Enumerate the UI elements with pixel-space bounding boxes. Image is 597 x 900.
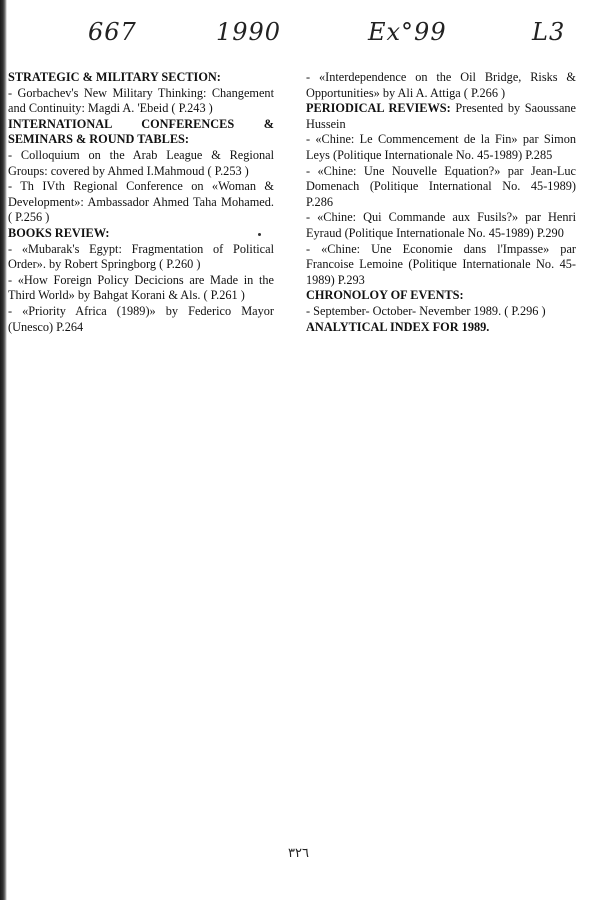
- left-column: [8, 70, 274, 335]
- entry-chronology-dates: - September- October- Nevember 1989. ( P.296 ): [306, 303, 546, 318]
- heading-books-review: BOOKS REVIEW:: [8, 225, 110, 240]
- handwritten-annotation-3: Ex°99: [368, 18, 447, 46]
- right-column: [306, 70, 576, 335]
- heading-analytical-index: ANALYTICAL INDEX FOR 1989.: [306, 319, 490, 334]
- handwritten-annotation-4: L3: [532, 18, 566, 46]
- handwritten-annotation-1: 667: [88, 18, 137, 46]
- entry-gorbachev: - Gorbachev's New Military Thinking: Changement and Continuity: Magdi A. 'Ebeid ( P.243 ): [8, 85, 274, 116]
- page-number: ٣٢٦: [288, 846, 309, 861]
- heading-chronology: CHRONOLOY OF EVENTS:: [306, 288, 464, 303]
- entry-colloquium-arab-league: - Colloquium on the Arab League & Regional Groups: covered by Ahmed I.Mahmoud ( P.253 ): [8, 147, 274, 178]
- entry-chine-fusils: - «Chine: Qui Commande aux Fusils?» par Henri Eyraud (Politique Internationale No. 45-1989) P.290: [306, 210, 576, 240]
- heading-strategic-military: STRATEGIC & MILITARY SECTION:: [8, 70, 221, 84]
- entry-oil-bridge: - «Interdependence on the Oil Bridge, Risks & Opportunities» by Ali A. Attiga ( P.266 ): [306, 70, 576, 100]
- periodical-reviews-line: [306, 101, 576, 132]
- heading-international-conferences: INTERNATIONAL CONFERENCES & SEMINARS & ROUND TABLES:: [8, 116, 274, 147]
- entry-chine-commencement: - «Chine: Le Commencement de la Fin» par Simon Leys (Politique Internationale No. 45-1989) P.285: [306, 132, 576, 162]
- ink-dot: [258, 233, 261, 236]
- entry-mubaraks-egypt: - «Mubarak's Egypt: Fragmentation of Political Order». by Robert Springborg ( P.260 ): [8, 241, 274, 272]
- entry-priority-africa: - «Priority Africa (1989)» by Federico Mayor (Unesco) P.264: [8, 303, 274, 334]
- heading-periodical-reviews: PERIODICAL REVIEWS:: [306, 101, 451, 116]
- entry-chine-nouvelle-equation: - «Chine: Une Nouvelle Equation?» par Jean-Luc Domenach (Politique International No. 45-1989) P.286: [306, 163, 576, 209]
- periodical-presenter: Presented by Saoussane Hussein: [306, 101, 577, 131]
- handwritten-annotation-2: 1990: [216, 18, 282, 46]
- scan-edge-shadow: [0, 0, 7, 900]
- entry-regional-conference-woman: - Th IVth Regional Conference on «Woman & Development»: Ambassador Ahmed Taha Mohamed. ( P.256 ): [8, 179, 274, 225]
- entry-foreign-policy-decisions: - «How Foreign Policy Decicions are Made in the Third World» by Bahgat Korani & Als. ( P.261 ): [8, 272, 274, 303]
- entry-chine-economie: - «Chine: Une Economie dans l'Impasse» par Francoise Lemoine (Politique Internationale No. 45-1989) P.293: [306, 241, 576, 287]
